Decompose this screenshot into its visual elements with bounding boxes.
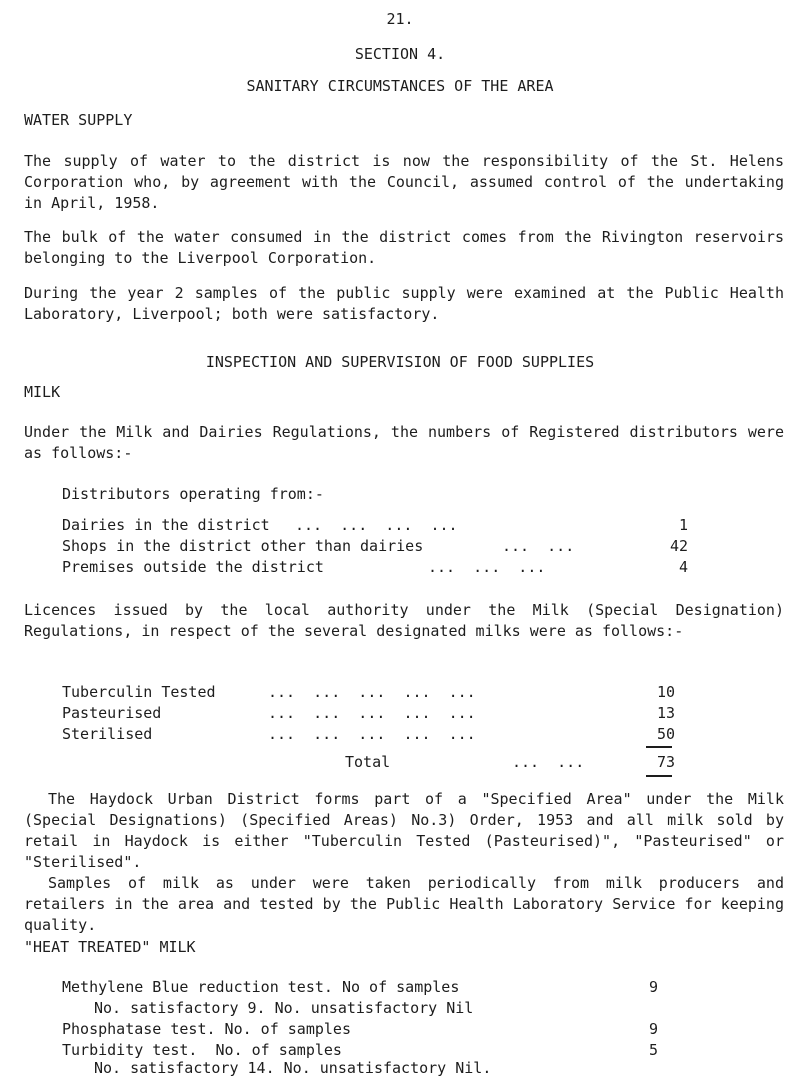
test-line: Phosphatase test. No. of samples — [62, 1020, 351, 1038]
distributor-count: 4 — [678, 558, 688, 576]
total-count: 73 — [656, 753, 675, 771]
heat-treated-heading: "HEAT TREATED" MILK — [24, 938, 196, 956]
licence-count: 10 — [656, 683, 675, 701]
licence-count: 50 — [656, 725, 675, 743]
water-supply-heading: WATER SUPPLY — [24, 111, 133, 129]
test-line: No. satisfactory 14. No. unsatisfactory Nil. — [94, 1059, 492, 1077]
water-paragraph-1: The supply of water to the district is now the responsibility of the St. Helens Corporation who, by agreement with the Council, assumed control of the undertaking in April, 1958. — [24, 152, 784, 212]
leader-dots: ... ... — [502, 537, 575, 555]
leader-dots: ... ... ... ... ... — [268, 704, 476, 722]
milk-intro-paragraph: Under the Milk and Dairies Regulations, the numbers of Registered distributors were as follows:- — [24, 423, 784, 462]
water-paragraph-3: During the year 2 samples of the public supply were examined at the Public Health Laboratory, Liverpool; both were satisfactory. — [24, 284, 784, 323]
distributor-label: Premises outside the district — [62, 558, 324, 576]
section-title: SANITARY CIRCUMSTANCES OF THE AREA — [246, 77, 554, 95]
test-line: Methylene Blue reduction test. No of samples — [62, 978, 460, 996]
distributor-label: Dairies in the district — [62, 516, 270, 534]
total-label: Total — [345, 753, 391, 771]
leader-dots: ... ... ... ... ... — [268, 683, 476, 701]
leader-dots: ... ... ... ... ... — [268, 725, 476, 743]
licences-intro-paragraph: Licences issued by the local authority under the Milk (Special Designation) Regulations, in respect of the several designated milks were as follows:- — [24, 601, 784, 640]
leader-dots: ... ... ... ... — [295, 516, 458, 534]
milk-heading: MILK — [24, 383, 61, 401]
total-rule-top — [646, 746, 672, 748]
inspection-heading: INSPECTION AND SUPERVISION OF FOOD SUPPLIES — [205, 353, 595, 371]
page-number: 21. — [386, 10, 414, 28]
samples-paragraph: Samples of milk as under were taken periodically from milk producers and retailers in the area and tested by the Public Health Laboratory Service for keeping quality. — [24, 874, 784, 934]
distributor-count: 1 — [678, 516, 688, 534]
licence-label: Tuberculin Tested — [62, 683, 216, 701]
water-paragraph-2: The bulk of the water consumed in the district comes from the Rivington reservoirs belonging to the Liverpool Corporation. — [24, 228, 784, 267]
distributors-label: Distributors operating from:- — [62, 485, 324, 503]
licence-label: Sterilised — [62, 725, 153, 743]
licence-count: 13 — [656, 704, 675, 722]
test-line: No. satisfactory 9. No. unsatisfactory Nil — [94, 999, 474, 1017]
leader-dots: ... ... ... — [428, 558, 546, 576]
section-label: SECTION 4. — [354, 45, 446, 63]
total-rule-bottom — [646, 775, 672, 777]
test-sample-count: 9 — [648, 978, 658, 996]
test-sample-count: 5 — [648, 1041, 658, 1059]
test-line: Turbidity test. No. of samples — [62, 1041, 342, 1059]
test-sample-count: 9 — [648, 1020, 658, 1038]
leader-dots: ... ... — [512, 753, 585, 771]
licence-label: Pasteurised — [62, 704, 162, 722]
distributor-label: Shops in the district other than dairies — [62, 537, 424, 555]
distributor-count: 42 — [669, 537, 688, 555]
specified-area-paragraph: The Haydock Urban District forms part of a "Specified Area" under the Milk (Special Designations) (Specified Areas) No.3) Order, 1953 and all milk sold by retail in Haydock is either "Tuberculin Tested (Pasteurised)", "Pasteurised" or "Sterilised". — [24, 790, 784, 871]
